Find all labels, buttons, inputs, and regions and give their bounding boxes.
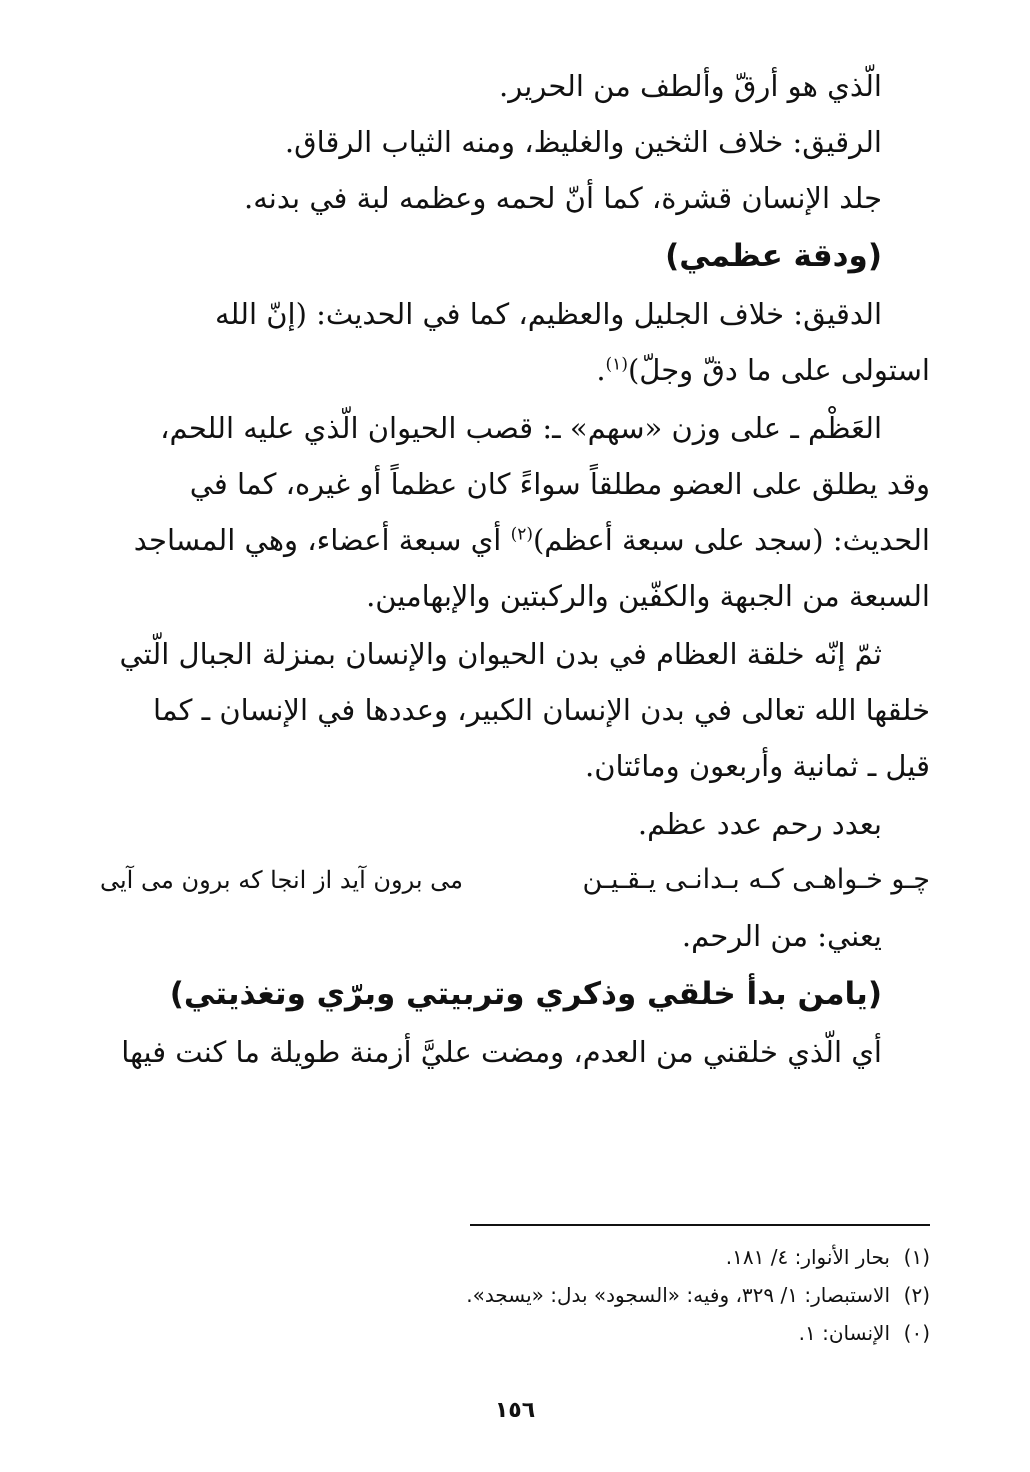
page-body [100,58,930,1080]
footnote-divider [470,1224,930,1226]
footnote-3-text: الإنسان: ١. [798,1321,890,1345]
footnote-1-number: (١) [903,1245,930,1269]
paragraph-azm-line-4: السبعة من الجبهة والكفّين والركبتين والإبهامين. [366,579,930,613]
paragraph-last: أي الّذي خلقني من العدم، ومضت عليَّ أزمنة طويلة ما كنت فيها [121,1035,882,1069]
hadith-text: الحديث: (سجد على سبعة أعظم) [532,523,930,557]
footnotes [330,1238,930,1352]
paragraph-3: جلد الإنسان قشرة، كما أنّ لحمه وعظمه لبة في بدنه. [243,181,882,215]
footnote-2-text: الاستبصار: ١/ ٣٢٩، وفيه: «السجود» بدل: «يسجد». [466,1283,890,1307]
footnote-1-text: بحار الأنوار: ٤/ ١٨١. [725,1245,890,1269]
footnote-3 [330,1314,930,1352]
paragraph-daqiq [100,286,930,398]
paragraph-creation-line-1: ثمّ إنّه خلقة العظام في بدن الحيوان والإنسان بمنزلة الجبال الّتي [119,637,882,671]
paragraph-azm-line-3 [100,512,930,568]
persian-verse [100,852,930,908]
verse-first-hemistich: چـو خـواهـى كـه بـدانـى يـقـيـن [582,864,930,895]
paragraph-azm [100,400,930,624]
page-number: ١٥٦ [494,1398,536,1423]
paragraph-azm-line-1: العَظْم ـ على وزن «سهم» ـ: قصب الحيوان الّذي عليه اللحم، [160,411,882,445]
heading-supplication: (يامن بدأ خلقي وذكري وتربيتي وبرّي وتغذيتي) [169,976,882,1012]
paragraph-count: بعدد رحم عدد عظم. [637,807,882,841]
paragraph-azm-line-3-rest: أي سبعة أعضاء، وهي المساجد [133,523,511,557]
paragraph-daqiq-text: استولى على ما دقّ وجلّ) [627,353,930,387]
paragraph-creation-line-3: قيل ـ ثمانية وأربعون ومائتان. [585,749,930,783]
footnote-2 [330,1276,930,1314]
paragraph-1: الّذي هو أرقّ وألطف من الحرير. [499,69,882,103]
footnote-ref-2: (٢) [510,524,533,545]
heading-bone-fineness: (ودقة عظمي) [665,238,882,274]
paragraph-azm-line-2: وقد يطلق على العضو مطلقاً سواءً كان عظماً أو غيره، كما في [189,467,930,501]
paragraph-creation-line-2: خلقها الله تعالى في بدن الإنسان الكبير، وعددها في الإنسان ـ كما [153,693,930,727]
paragraph-2: الرقيق: خلاف الثخين والغليظ، ومنه الثياب الرقاق. [284,125,882,159]
paragraph-daqiq-end: . [596,353,606,387]
paragraph-meaning: يعني: من الرحم. [681,919,882,953]
paragraph-daqiq-line-2 [100,342,930,398]
verse-second-hemistich: مى برون آيد از انجا كه برون مى آيى [100,866,464,894]
footnote-2-number: (٢) [903,1283,930,1307]
paragraph-creation [100,626,930,794]
paragraph-daqiq-line-1: الدقيق: خلاف الجليل والعظيم، كما في الحديث: (إنّ الله [214,297,882,331]
footnote-1 [330,1238,930,1276]
footnote-ref-1: (١) [605,354,628,375]
footnote-3-number: (٠) [903,1321,930,1345]
